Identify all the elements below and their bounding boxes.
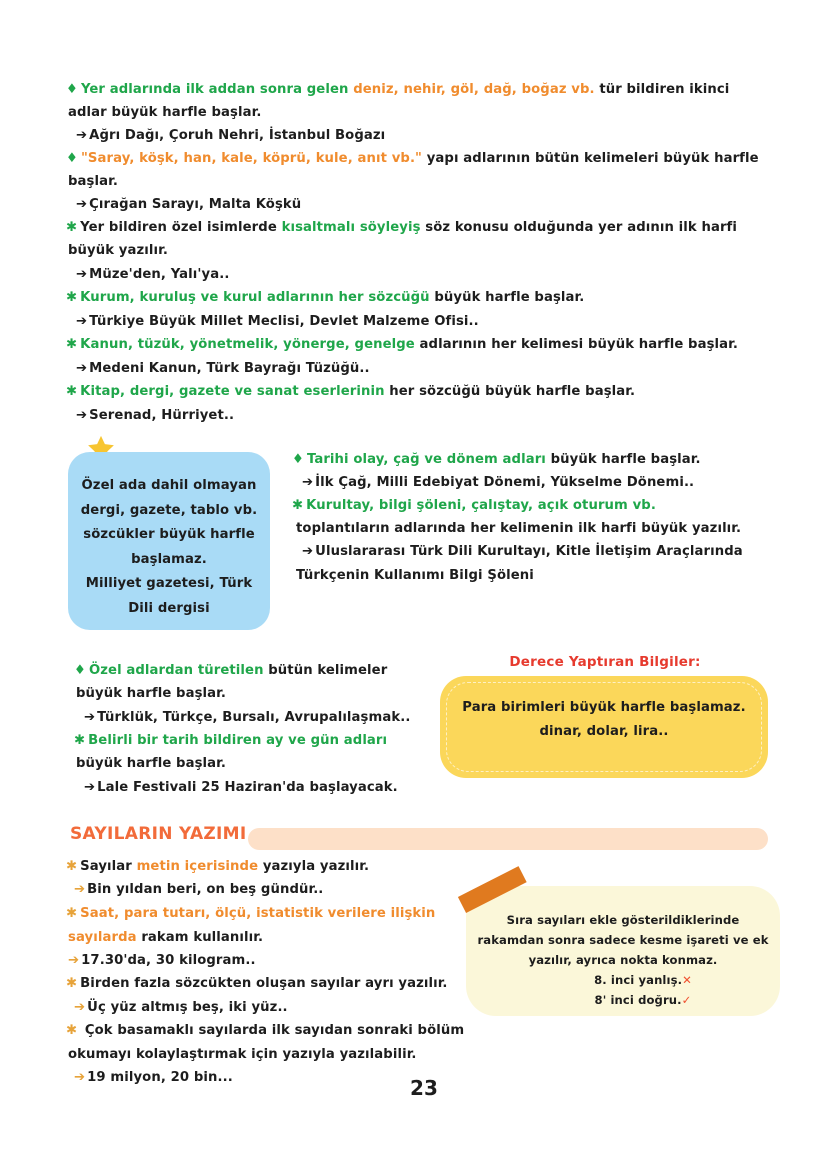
example-numbers-separate bbox=[74, 998, 288, 1018]
example-text: Müze'den, Yalı'ya.. bbox=[89, 267, 230, 282]
bullet-star-icon: ✱ bbox=[66, 859, 78, 874]
cream-note-card bbox=[466, 886, 780, 1016]
rule-text: büyük harfle başlar. bbox=[76, 756, 226, 771]
rule-text: büyük harfle başlar. bbox=[76, 686, 226, 701]
rule-dates-cont bbox=[76, 754, 226, 774]
rule-highlight: "Saray, köşk, han, kale, köprü, kule, anıt vb." bbox=[80, 151, 423, 166]
example-text: Türklük, Türkçe, Bursalı, Avrupalılaşmak.. bbox=[97, 710, 411, 725]
rule-highlight: Saat, para tutarı, ölçü, istatistik verilere ilişkin bbox=[80, 906, 436, 921]
example-line bbox=[76, 359, 370, 379]
rule-highlight: Kitap, dergi, gazete ve sanat eserlerinin bbox=[80, 384, 385, 399]
cream-note-line: Sıra sayıları ekle gösterildiklerinde bbox=[506, 913, 740, 927]
rule-derived-names bbox=[74, 661, 387, 681]
rule-text: toplantıların adlarında her kelimenin ilk harfi büyük yazılır. bbox=[296, 521, 742, 536]
rule-item bbox=[66, 218, 737, 238]
cross-icon: ✕ bbox=[682, 973, 692, 987]
bullet-star-icon: ✱ bbox=[66, 906, 78, 921]
example-meetings bbox=[302, 542, 743, 562]
rule-text: Çok basamaklı sayılarda ilk sayıdan sonraki bölüm bbox=[80, 1023, 465, 1038]
example-text: İlk Çağ, Milli Edebiyat Dönemi, Yükselme Dönemi.. bbox=[315, 475, 695, 490]
yellow-note-title: Derece Yaptıran Bilgiler: bbox=[509, 654, 701, 670]
rule-item bbox=[66, 335, 738, 355]
rule-text: her sözcüğü büyük harfle başlar. bbox=[384, 384, 636, 399]
rule-text: tür bildiren ikinci bbox=[594, 82, 730, 97]
rule-text: Sayılar bbox=[80, 859, 137, 874]
example-text: Ağrı Dağı, Çoruh Nehri, İstanbul Boğazı bbox=[89, 128, 386, 143]
example-meetings-cont bbox=[296, 566, 534, 586]
rule-highlight: sayılarda bbox=[68, 930, 137, 945]
arrow-icon: ➔ bbox=[74, 882, 86, 897]
check-icon: ✓ bbox=[681, 993, 692, 1007]
example-text: Üç yüz altmış beş, iki yüz.. bbox=[87, 1000, 288, 1015]
arrow-icon: ➔ bbox=[74, 1070, 86, 1085]
rule-text: Yer bildiren özel isimlerde bbox=[80, 220, 282, 235]
example-text: Serenad, Hürriyet.. bbox=[89, 408, 235, 423]
arrow-icon: ➔ bbox=[76, 314, 88, 329]
rule-highlight: Kanun, tüzük, yönetmelik, yönerge, genelge bbox=[80, 337, 415, 352]
rule-highlight: deniz, nehir, göl, dağ, boğaz vb. bbox=[353, 82, 595, 97]
example-text: Uluslararası Türk Dili Kurultayı, Kitle İletişim Araçlarında bbox=[315, 544, 743, 559]
arrow-icon: ➔ bbox=[74, 1000, 86, 1015]
wrong-text: 8. inci yanlış. bbox=[594, 973, 683, 987]
rule-highlight: Tarihi olay, çağ ve dönem adları bbox=[306, 452, 546, 467]
blue-note-line: Milliyet gazetesi, Türk bbox=[85, 576, 253, 591]
bullet-diamond-icon: ♦ bbox=[66, 151, 78, 166]
example-line bbox=[76, 312, 479, 332]
section-title-bar bbox=[248, 828, 768, 850]
example-historical bbox=[302, 473, 694, 493]
right-text: 8' inci doğru. bbox=[594, 993, 682, 1007]
rule-continuation: başlar. bbox=[68, 174, 118, 189]
rule-highlight: Kurultay, bilgi şöleni, çalıştay, açık oturum vb. bbox=[306, 498, 656, 513]
example-dates bbox=[84, 778, 398, 798]
rule-text: bütün kelimeler bbox=[263, 663, 388, 678]
rule-item bbox=[66, 382, 635, 402]
rule-text: büyük harfle başlar. bbox=[545, 452, 701, 467]
blue-note-line: Dili dergisi bbox=[128, 600, 210, 616]
arrow-icon: ➔ bbox=[76, 128, 88, 143]
rule-historical-events bbox=[292, 450, 701, 470]
rule-numbers-separate bbox=[66, 974, 448, 994]
example-text: 19 milyon, 20 bin... bbox=[87, 1070, 233, 1085]
bullet-star-icon: ✱ bbox=[66, 384, 78, 399]
rule-highlight: kısaltmalı söyleyiş bbox=[281, 220, 421, 235]
rule-text: söz konusu olduğunda yer adının ilk harfi bbox=[420, 220, 737, 235]
example-line bbox=[76, 406, 234, 426]
example-line bbox=[76, 265, 229, 285]
rule-highlight: Özel adlardan türetilen bbox=[88, 663, 264, 678]
rule-item bbox=[66, 80, 729, 100]
bullet-diamond-icon: ♦ bbox=[292, 452, 304, 467]
rule-meetings bbox=[292, 496, 656, 516]
rule-numbers-text bbox=[66, 857, 369, 877]
example-line bbox=[76, 126, 385, 146]
example-numbers-text bbox=[74, 880, 323, 900]
example-text: 17.30'da, 30 kilogram.. bbox=[81, 953, 256, 968]
yellow-note-line: Para birimleri büyük harfle başlamaz. bbox=[462, 700, 746, 715]
arrow-icon: ➔ bbox=[84, 780, 96, 795]
blue-note-line: dergi, gazete, tablo vb. bbox=[80, 502, 258, 518]
arrow-icon: ➔ bbox=[76, 361, 88, 376]
blue-note-text bbox=[68, 474, 270, 621]
rule-numbers-multidigit-cont bbox=[68, 1045, 417, 1065]
arrow-icon: ➔ bbox=[302, 544, 314, 559]
bullet-star-icon: ✱ bbox=[66, 976, 78, 991]
rule-highlight: Belirli bir tarih bildiren ay ve gün adları bbox=[88, 733, 388, 748]
rule-numbers-digits-cont bbox=[68, 928, 263, 948]
rule-meetings-cont bbox=[296, 519, 741, 539]
rule-continuation: adlar büyük harfle başlar. bbox=[68, 105, 262, 120]
rule-text: Birden fazla sözcükten oluşan sayılar ayrı yazılır. bbox=[80, 976, 448, 991]
bullet-star-icon: ✱ bbox=[74, 733, 86, 748]
example-derived bbox=[84, 708, 410, 728]
rule-numbers-digits bbox=[66, 904, 435, 924]
rule-dates bbox=[74, 731, 387, 751]
rule-highlight: Yer adlarında ilk addan sonra gelen bbox=[80, 82, 354, 97]
rule-highlight: metin içerisinde bbox=[136, 859, 259, 874]
rule-item bbox=[66, 149, 759, 169]
wrong-example bbox=[466, 970, 780, 990]
rule-text: rakam kullanılır. bbox=[136, 930, 264, 945]
blue-note-line: Özel ada dahil olmayan bbox=[81, 478, 257, 493]
bullet-diamond-icon: ♦ bbox=[66, 82, 78, 97]
rule-derived-names-cont bbox=[76, 684, 226, 704]
example-numbers-digits bbox=[68, 951, 256, 971]
right-example bbox=[466, 990, 780, 1010]
rule-text: okumayı kolaylaştırmak için yazıyla yazılabilir. bbox=[68, 1047, 417, 1062]
example-text: Türkiye Büyük Millet Meclisi, Devlet Malzeme Ofisi.. bbox=[89, 314, 479, 329]
rule-text: yapı adlarının bütün kelimeleri büyük harfle bbox=[422, 151, 759, 166]
rule-text: yazıyla yazılır. bbox=[258, 859, 370, 874]
arrow-icon: ➔ bbox=[76, 267, 88, 282]
page-number: 23 bbox=[409, 1076, 439, 1100]
example-text: Lale Festivali 25 Haziran'da başlayacak. bbox=[97, 780, 398, 795]
rule-continuation: büyük yazılır. bbox=[68, 243, 168, 258]
rule-text: adlarının her kelimesi büyük harfle başlar. bbox=[414, 337, 738, 352]
arrow-icon: ➔ bbox=[76, 408, 88, 423]
example-line bbox=[76, 195, 301, 215]
example-text: Medeni Kanun, Türk Bayrağı Tüzüğü.. bbox=[89, 361, 370, 376]
cream-note-text bbox=[466, 910, 780, 1010]
cream-note-line: yazılır, ayrıca nokta konmaz. bbox=[528, 953, 718, 967]
bullet-star-icon: ✱ bbox=[66, 1023, 78, 1038]
yellow-note-card bbox=[440, 676, 768, 778]
arrow-icon: ➔ bbox=[302, 475, 314, 490]
rule-highlight: Kurum, kuruluş ve kurul adlarının her sözcüğü bbox=[80, 290, 430, 305]
example-text: Bin yıldan beri, on beş gündür.. bbox=[87, 882, 324, 897]
cream-note-line: rakamdan sonra sadece kesme işareti ve ek bbox=[477, 933, 769, 947]
bullet-star-icon: ✱ bbox=[66, 337, 78, 352]
bullet-diamond-icon: ♦ bbox=[74, 663, 86, 678]
yellow-note-line: dinar, dolar, lira.. bbox=[539, 724, 669, 739]
rule-numbers-multidigit bbox=[66, 1021, 464, 1041]
blue-note-line: sözcükler büyük harfle bbox=[83, 527, 255, 542]
yellow-note-text bbox=[440, 696, 768, 744]
arrow-icon: ➔ bbox=[68, 953, 80, 968]
arrow-icon: ➔ bbox=[84, 710, 96, 725]
bullet-star-icon: ✱ bbox=[66, 220, 78, 235]
blue-note-card bbox=[68, 452, 270, 630]
example-numbers-multidigit bbox=[74, 1068, 233, 1088]
rule-text: büyük harfle başlar. bbox=[429, 290, 585, 305]
arrow-icon: ➔ bbox=[76, 197, 88, 212]
section-title: SAYILARIN YAZIMI bbox=[70, 824, 247, 844]
bullet-star-icon: ✱ bbox=[66, 290, 78, 305]
blue-note-line: başlamaz. bbox=[131, 551, 207, 567]
example-text: Türkçenin Kullanımı Bilgi Şöleni bbox=[296, 568, 534, 583]
bullet-star-icon: ✱ bbox=[292, 498, 304, 513]
example-text: Çırağan Sarayı, Malta Köşkü bbox=[89, 197, 302, 212]
rule-item bbox=[66, 288, 584, 308]
